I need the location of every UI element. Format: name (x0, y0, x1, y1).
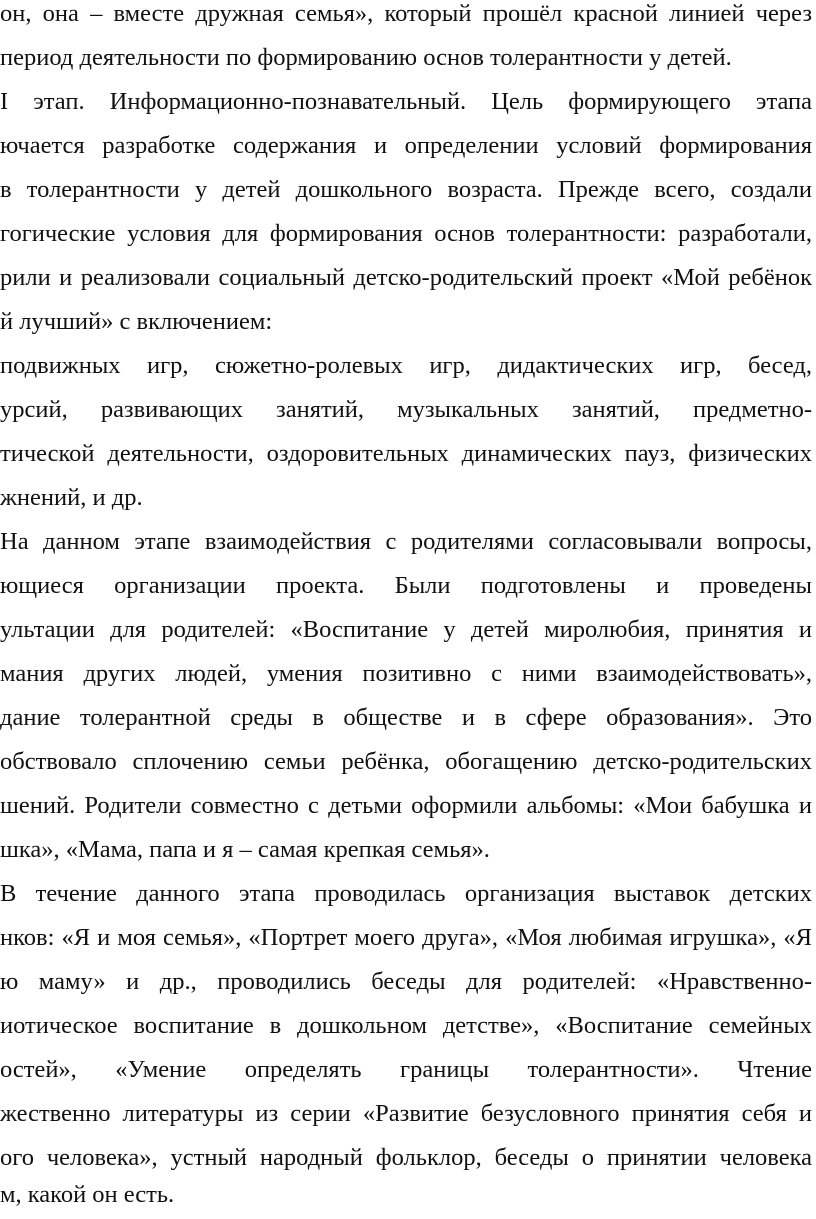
text-line: шений. Родители совместно с детьми оформили альбомы: «Мои бабушка и (0, 792, 812, 819)
text-line: в толерантности у детей дошкольного возраста. Прежде всего, создали (0, 176, 812, 203)
text-line: период деятельности по формированию основ толерантности у детей. (0, 44, 732, 71)
text-line: м, какой он есть. (0, 1181, 175, 1208)
text-line: жественно литературы из серии «Развитие безусловного принятия себя и (0, 1100, 812, 1127)
text-line: остей», «Умение определять границы толерантности». Чтение (0, 1056, 812, 1083)
text-line: обствовало сплочению семьи ребёнка, обогащению детско-родительских (0, 748, 812, 775)
text-line: он, она – вместе дружная семья», который прошёл красной линией через (0, 0, 812, 27)
text-line: нков: «Я и моя семья», «Портрет моего друга», «Моя любимая игрушка», «Я (0, 924, 812, 951)
text-line: ю маму» и др., проводились беседы для родителей: «Нравственно- (0, 968, 812, 995)
text-line: шка», «Мама, папа и я – самая крепкая семья». (0, 836, 490, 863)
text-line: гогические условия для формирования основ толерантности: разработали, (0, 220, 812, 247)
text-line: иотическое воспитание в дошкольном детстве», «Воспитание семейных (0, 1012, 812, 1039)
text-line: мания других людей, умения позитивно с ними взаимодействовать», (0, 660, 812, 687)
text-line: дание толерантной среды в обществе и в сфере образования». Это (0, 704, 812, 731)
text-line: подвижных игр, сюжетно-ролевых игр, дидактических игр, бесед, (0, 352, 812, 379)
text-line: урсий, развивающих занятий, музыкальных занятий, предметно- (0, 396, 812, 423)
text-line: й лучший» с включением: (0, 308, 273, 335)
text-line: ультации для родителей: «Воспитание у детей миролюбия, принятия и (0, 616, 812, 643)
text-line: ючается разработке содержания и определении условий формирования (0, 132, 812, 159)
text-line: тической деятельности, оздоровительных динамических пауз, физических (0, 440, 812, 467)
text-line: ющиеся организации проекта. Были подготовлены и проведены (0, 572, 812, 599)
text-line: жнений, и др. (0, 484, 143, 511)
text-line: В течение данного этапа проводилась организация выставок детских (0, 880, 812, 907)
text-line: На данном этапе взаимодействия с родителями согласовывали вопросы, (0, 528, 812, 555)
text-line: ого человека», устный народный фольклор, беседы о принятии человека (0, 1144, 812, 1171)
text-line: рили и реализовали социальный детско-родительский проект «Мой ребёнок (0, 264, 812, 291)
text-line: I этап. Информационно-познавательный. Цель формирующего этапа (0, 88, 812, 115)
